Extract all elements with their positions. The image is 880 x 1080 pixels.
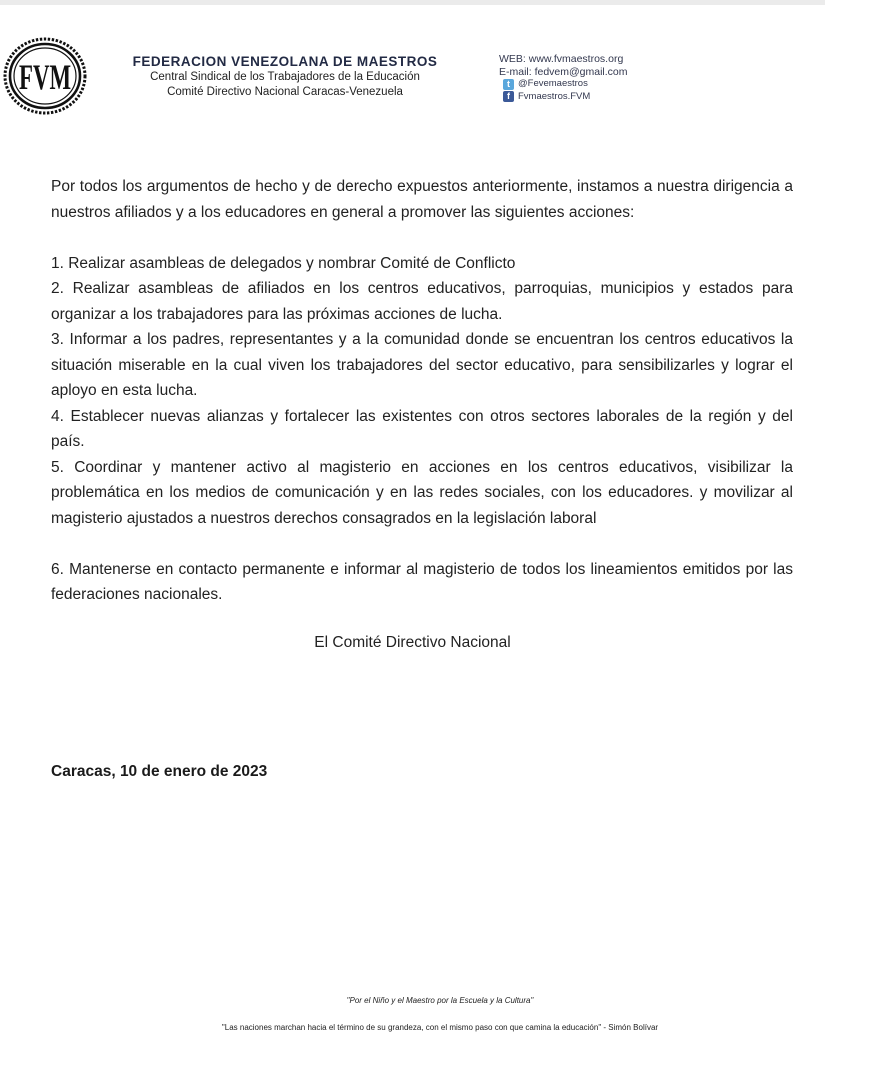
action-item-3: 3. Informar a los padres, representantes y a la comunidad donde se encuentran los centros educativos la situación miserable en la cual viven los trabajadores del sector educativo, para sensibilizarles y lograr el aployo en esta lucha. bbox=[51, 331, 793, 399]
organization-subtitle: Central Sindical de los Trabajadores de la Educación bbox=[150, 71, 420, 83]
top-edge-strip bbox=[0, 0, 825, 5]
organization-name: FEDERACION VENEZOLANA DE MAESTROS bbox=[132, 54, 438, 69]
svg-text:FVM: FVM bbox=[19, 57, 71, 97]
facebook-icon: f bbox=[503, 91, 514, 102]
action-item-2: 2. Realizar asambleas de afiliados en los centros educativos, parroquias, municipios y estados para organizar a los trabajadores para las próximas acciones de lucha. bbox=[51, 280, 793, 323]
action-item-5: 5. Coordinar y mantener activo al magisterio en acciones en los centros educativos, visibilizar la problemática en los medios de comunicación y en las redes sociales, con los educadores. y movilizar al magisterio ajustados a nuestros derechos consagrados en la legislación laboral bbox=[51, 458, 793, 527]
fvm-logo bbox=[2, 36, 88, 116]
fvm-seal-graphic bbox=[2, 36, 88, 116]
contact-block bbox=[499, 53, 628, 103]
email-address[interactable]: E-mail: fedvem@gmail.com bbox=[499, 65, 628, 78]
footer-motto: "Por el Niño y el Maestro por la Escuela y la Cultura" bbox=[346, 996, 534, 1005]
intro-paragraph: Por todos los argumentos de hecho y de derecho expuestos anteriormente, instamos a nuestra dirigencia a nuestros afiliados y a los educadores en general a promover las siguientes acciones: bbox=[51, 178, 793, 221]
action-item-1: 1. Realizar asambleas de delegados y nombrar Comité de Conflicto bbox=[51, 254, 516, 272]
action-item-4: 4. Establecer nuevas alianzas y fortalecer las existentes con otros sectores laborales de la región y del país. bbox=[51, 407, 793, 450]
facebook-contact[interactable] bbox=[499, 91, 628, 104]
paragraph-gap bbox=[51, 531, 793, 557]
paragraph-gap bbox=[51, 225, 793, 251]
organization-location: Comité Directivo Nacional Caracas-Venezuela bbox=[167, 86, 403, 98]
twitter-handle: @Fevemaestros bbox=[518, 78, 588, 89]
twitter-icon: t bbox=[503, 79, 514, 90]
facebook-handle: Fvmaestros.FVM bbox=[518, 90, 591, 102]
signature-line: El Comité Directivo Nacional bbox=[314, 634, 511, 651]
document-date: Caracas, 10 de enero de 2023 bbox=[51, 763, 268, 780]
document-body bbox=[51, 174, 793, 608]
web-address[interactable]: WEB: www.fvmaestros.org bbox=[499, 53, 624, 65]
twitter-contact[interactable] bbox=[499, 78, 628, 91]
organization-block bbox=[100, 54, 470, 100]
action-item-6: 6. Mantenerse en contacto permanente e informar al magisterio de todos los lineamientos emitidos por las federaciones nacionales. bbox=[51, 560, 793, 603]
footer-quote: "Las naciones marchan hacia el término de su grandeza, con el mismo paso con que camina la educación" - Simón Bolívar bbox=[221, 1023, 659, 1032]
